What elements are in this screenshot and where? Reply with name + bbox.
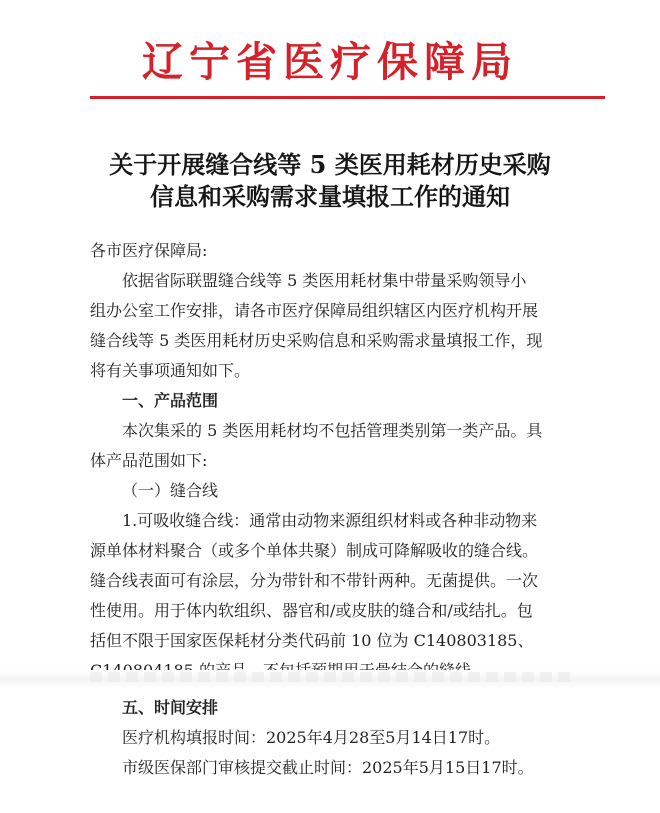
item1-line-5: 括但不限于国家医保耗材分类代码前 10 位为 C140803185、 <box>90 631 534 650</box>
intro-line-2: 组办公室工作安排，请各市医疗保障局组织辖区内医疗机构开展 <box>90 301 539 320</box>
subsection1-heading: （一）缝合线 <box>122 481 219 500</box>
item1-line-1: 1.可吸收缝合线：通常由动物来源组织材料或各种非动物来 <box>122 511 538 530</box>
section5-line-1: 医疗机构填报时间：2025年4月28至5月14日17时。 <box>122 728 501 747</box>
section1-line-2: 体产品范围如下: <box>90 451 208 470</box>
intro-line-1: 依据省际联盟缝合线等 5 类医用耗材集中带量采购领导小 <box>122 271 527 290</box>
item1-line-3: 缝合线表面可有涂层，分为带针和不带针两种。无菌提供。一次 <box>90 571 539 590</box>
page-fold-ghost-text <box>90 672 570 682</box>
intro-line-3: 缝合线等 5 类医用耗材历史采购信息和采购需求量填报工作，现 <box>90 331 543 350</box>
item1-line-4: 性使用。用于体内软组织、器官和/或皮肤的缝合和/或结扎。包 <box>90 601 533 620</box>
section5-heading: 五、时间安排 <box>122 698 219 717</box>
section1-line-1: 本次集采的 5 类医用耗材均不包括管理类别第一类产品。具 <box>122 421 543 440</box>
item1-line-2: 源单体材料聚合（或多个单体共聚）制成可降解吸收的缝合线。 <box>90 541 539 560</box>
doc-title-line-1: 关于开展缝合线等 5 类医用耗材历史采购 <box>109 150 551 179</box>
intro-line-4: 将有关事项通知如下。 <box>90 361 251 380</box>
salutation: 各市医疗保障局: <box>90 241 208 260</box>
section5-line-2: 市级医保部门审核提交截止时间：2025年5月15日17时。 <box>122 758 534 777</box>
org-header-title: 辽宁省医疗保障局 <box>142 38 518 86</box>
section1-heading: 一、产品范围 <box>122 391 219 410</box>
header-red-rule <box>90 96 605 99</box>
doc-title-line-2: 信息和采购需求量填报工作的通知 <box>150 182 510 211</box>
